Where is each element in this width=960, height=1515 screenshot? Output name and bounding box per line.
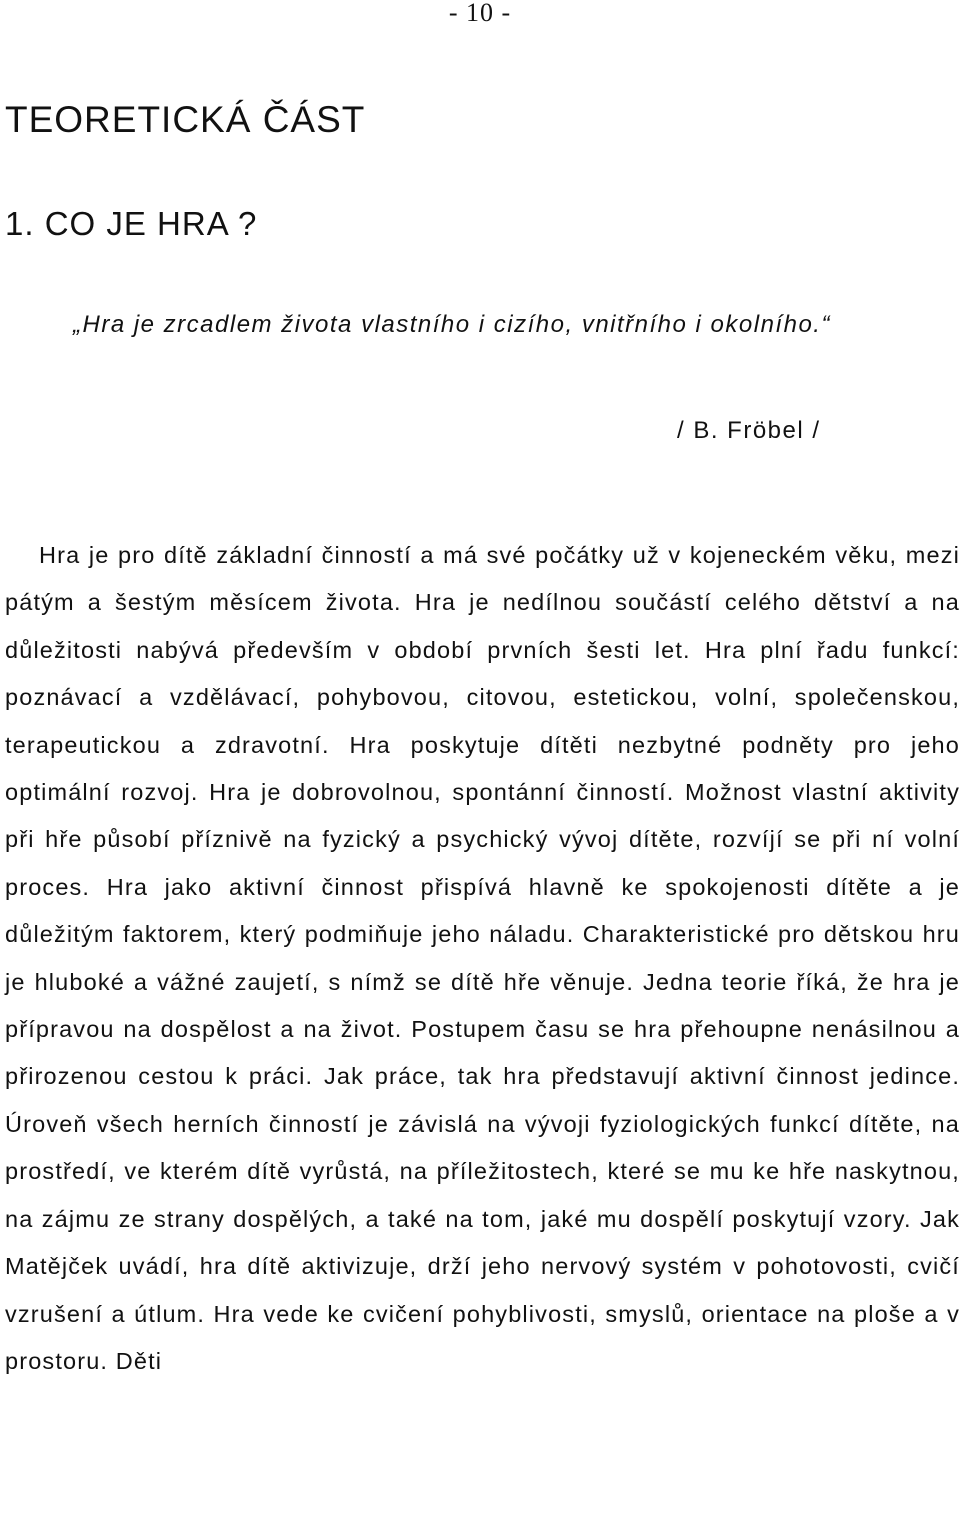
chapter-title: 1. CO JE HRA ? xyxy=(5,205,258,242)
epigraph-quote xyxy=(5,306,958,344)
part-title: TEORETICKÁ ČÁST xyxy=(5,99,366,140)
body-paragraph xyxy=(5,532,960,1385)
page-number: - 10 - xyxy=(448,0,512,27)
epigraph-quote-text: „Hra je zrcadlem života vlastního i cizího, vnitřního i okolního.“ xyxy=(73,311,831,338)
epigraph-author: / B. Fröbel / xyxy=(677,417,821,444)
body-paragraph-text: Hra je pro dítě základní činností a má své počátky už v kojeneckém věku, mezi pátým a šestým měsícem života. Hra je nedílnou součástí celého dětství a na důležitosti nabývá především v období prvních šesti let. Hra plní řadu funkcí: poznávací a vzdělávací, pohybovou, citovou, estetickou, volní, společenskou, terapeutickou a zdravotní. Hra poskytuje dítěti nezbytné podněty pro jeho optimální rozvoj. Hra je dobrovolnou, spontánní činností. Možnost vlastní aktivity při hře působí příznivě na fyzický a psychický vývoj dítěte, rozvíjí se při ní volní proces. Hra jako aktivní činnost přispívá hlavně ke spokojenosti dítěte a je důležitým faktorem, který podmiňuje jeho náladu. Charakteristické pro dětskou hru je hluboké a vážné zaujetí, s nímž se dítě hře věnuje. Jedna teorie říká, že hra je přípravou na dospělost a na život. Postupem času se hra přehoupne nenásilnou a přirozenou cestou k práci. Jak práce, tak hra představují aktivní činnost jedince. Úroveň všech herních činností je závislá na vývoji fyziologických funkcí dítěte, na prostředí, ve kterém dítě vyrůstá, na příležitostech, které se mu ke hře naskytnou, na zájmu ze strany dospělých, a také na tom, jaké mu dospělí poskytují vzory. Jak Matějček uvádí, hra dítě aktivizuje, drží jeho nervový systém v pohotovosti, cvičí vzrušení a útlum. Hra vede ke cvičení pohyblivosti, smyslů, orientace na ploše a v prostoru. Děti xyxy=(5,542,960,1374)
